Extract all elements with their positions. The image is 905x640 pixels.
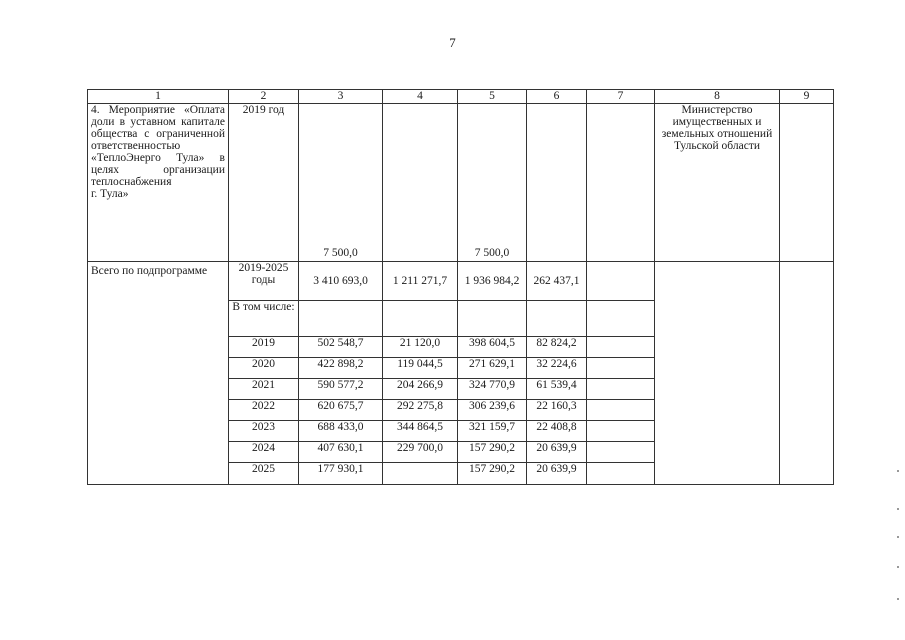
year-col4: 344 864,5 [383,421,458,442]
year-col6: 32 224,6 [527,358,587,379]
year-label: 2024 [229,442,299,463]
total-period: 2019-2025 годы [229,262,299,301]
column-number: 5 [458,90,527,104]
year-label: 2023 [229,421,299,442]
year-col5: 271 629,1 [458,358,527,379]
column-number: 3 [299,90,383,104]
activity-text: 4. Мероприятие «Оплата доли в уставном капитале общества с ограниченной ответственностью «ТеплоЭнерго Тула» в целях организации теплоснабжения [91,104,225,188]
activity-period: 2019 год [229,104,299,262]
year-col5: 324 770,9 [458,379,527,400]
year-col3: 688 433,0 [299,421,383,442]
column-number: 1 [88,90,229,104]
activity-col5: 7 500,0 [458,104,527,262]
total-col4: 1 211 271,7 [383,262,458,301]
total-col7 [587,262,655,301]
total-col8 [655,262,780,485]
year-col6: 22 160,3 [527,400,587,421]
year-col6: 82 824,2 [527,337,587,358]
year-col5: 398 604,5 [458,337,527,358]
year-col5: 321 159,7 [458,421,527,442]
column-number: 8 [655,90,780,104]
column-number: 7 [587,90,655,104]
year-col6: 22 408,8 [527,421,587,442]
year-col5: 157 290,2 [458,463,527,485]
year-label: 2020 [229,358,299,379]
activity-description [88,104,229,262]
year-col3: 407 630,1 [299,442,383,463]
column-number: 9 [780,90,834,104]
year-label: 2022 [229,400,299,421]
activity-col3: 7 500,0 [299,104,383,262]
total-col5: 1 936 984,2 [458,262,527,301]
total-col3: 3 410 693,0 [299,262,383,301]
year-col3: 590 577,2 [299,379,383,400]
year-col6: 61 539,4 [527,379,587,400]
total-col6: 262 437,1 [527,262,587,301]
activity-executor: Министерство имущественных и земельных отношений Тульской области [655,104,780,262]
total-row [88,262,834,301]
year-col4: 229 700,0 [383,442,458,463]
budget-table [87,89,834,485]
year-col6: 20 639,9 [527,442,587,463]
year-label: 2025 [229,463,299,485]
activity-col9 [780,104,834,262]
year-col4: 292 275,8 [383,400,458,421]
year-col6: 20 639,9 [527,463,587,485]
activity-col6 [527,104,587,262]
activity-text-last: г. Тула» [91,188,129,200]
column-number: 4 [383,90,458,104]
year-col3: 502 548,7 [299,337,383,358]
activity-row [88,104,834,262]
activity-col7 [587,104,655,262]
year-col4: 21 120,0 [383,337,458,358]
year-col4: 204 266,9 [383,379,458,400]
total-col9 [780,262,834,485]
year-col4 [383,463,458,485]
scan-margin-marks [891,470,899,610]
including-label: В том числе: [229,301,299,337]
year-col4: 119 044,5 [383,358,458,379]
activity-col4 [383,104,458,262]
year-col5: 306 239,6 [458,400,527,421]
total-label: Всего по подпрограмме [88,262,229,485]
column-numbers-row [88,90,834,104]
year-col3: 422 898,2 [299,358,383,379]
column-number: 2 [229,90,299,104]
column-number: 6 [527,90,587,104]
year-col3: 620 675,7 [299,400,383,421]
year-label: 2019 [229,337,299,358]
year-col3: 177 930,1 [299,463,383,485]
page-number: 7 [449,35,456,50]
year-label: 2021 [229,379,299,400]
year-col5: 157 290,2 [458,442,527,463]
